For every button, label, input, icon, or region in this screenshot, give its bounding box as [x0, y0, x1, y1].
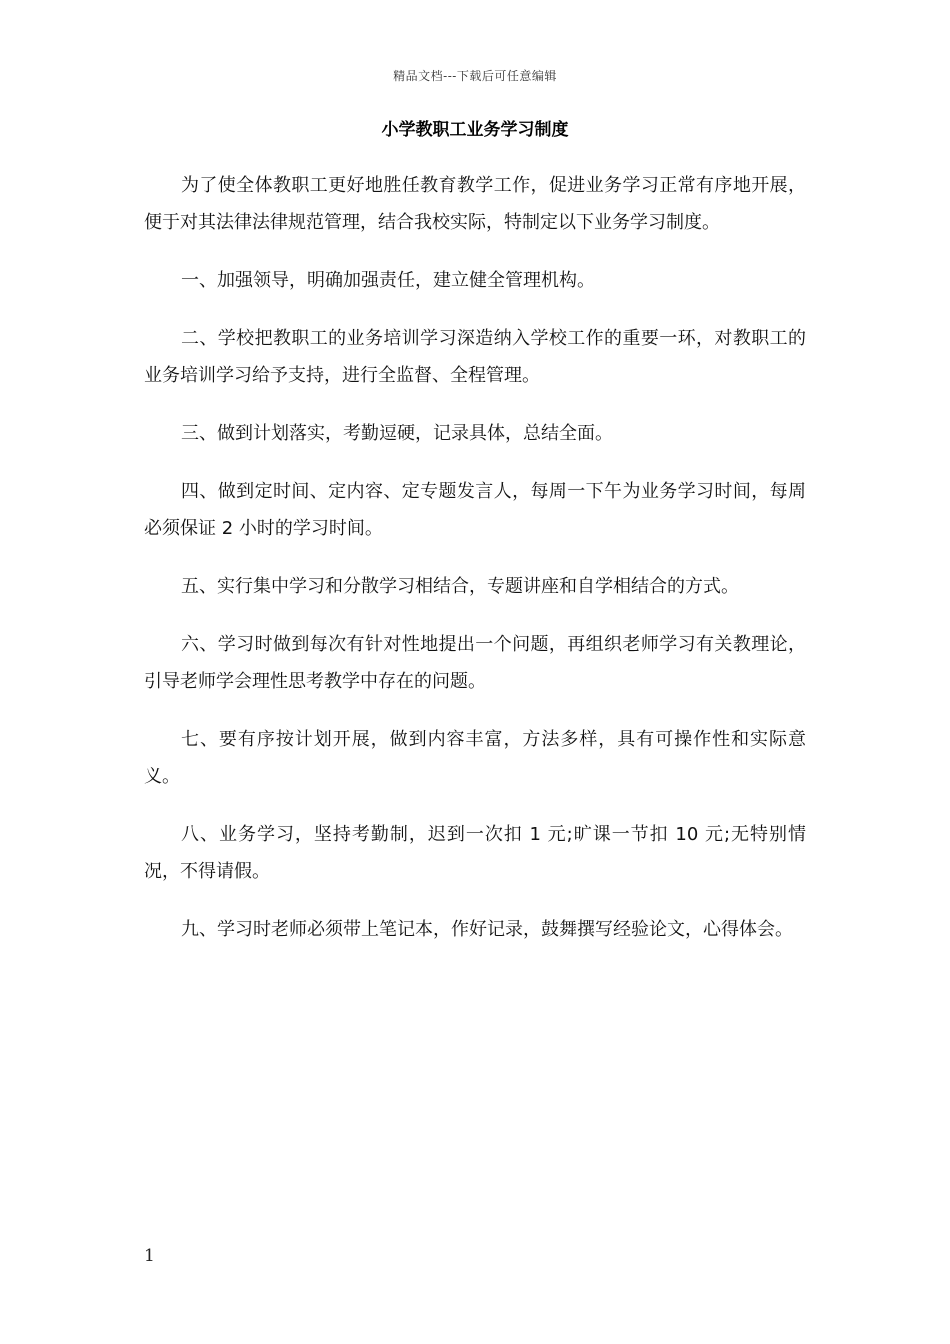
rule-4-paragraph: 四、做到定时间、定内容、定专题发言人，每周一下午为业务学习时间，每周必须保证 2 小时的学习时间。 [144, 481, 806, 539]
rule-7-paragraph: 七、要有序按计划开展，做到内容丰富，方法多样，具有可操作性和实际意义。 [144, 729, 806, 787]
rule-8-paragraph: 八、业务学习，坚持考勤制，迟到一次扣 1 元;旷课一节扣 10 元;无特别情况，不得请假。 [144, 824, 806, 882]
rule-3-paragraph: 三、做到计划落实，考勤逗硬，记录具体，总结全面。 [181, 423, 613, 444]
document-title: 小学教职工业务学习制度 [381, 120, 569, 140]
header-note: 精品文档---下载后可任意编辑 [393, 69, 557, 83]
page-number: 1 [144, 1246, 155, 1266]
rule-5-paragraph: 五、实行集中学习和分散学习相结合，专题讲座和自学相结合的方式。 [181, 576, 739, 597]
intro-paragraph: 为了使全体教职工更好地胜任教育教学工作，促进业务学习正常有序地开展，便于对其法律法律规范管理，结合我校实际，特制定以下业务学习制度。 [144, 175, 806, 233]
rule-2-paragraph: 二、学校把教职工的业务培训学习深造纳入学校工作的重要一环，对教职工的业务培训学习给予支持，进行全监督、全程管理。 [144, 328, 806, 386]
document-body [144, 167, 806, 969]
rule-9-paragraph: 九、学习时老师必须带上笔记本，作好记录，鼓舞撰写经验论文，心得体会。 [181, 919, 793, 940]
rule-6-paragraph: 六、学习时做到每次有针对性地提出一个问题，再组织老师学习有关教理论，引导老师学会理性思考教学中存在的问题。 [144, 634, 806, 692]
rule-1-paragraph: 一、加强领导，明确加强责任，建立健全管理机构。 [181, 270, 595, 291]
